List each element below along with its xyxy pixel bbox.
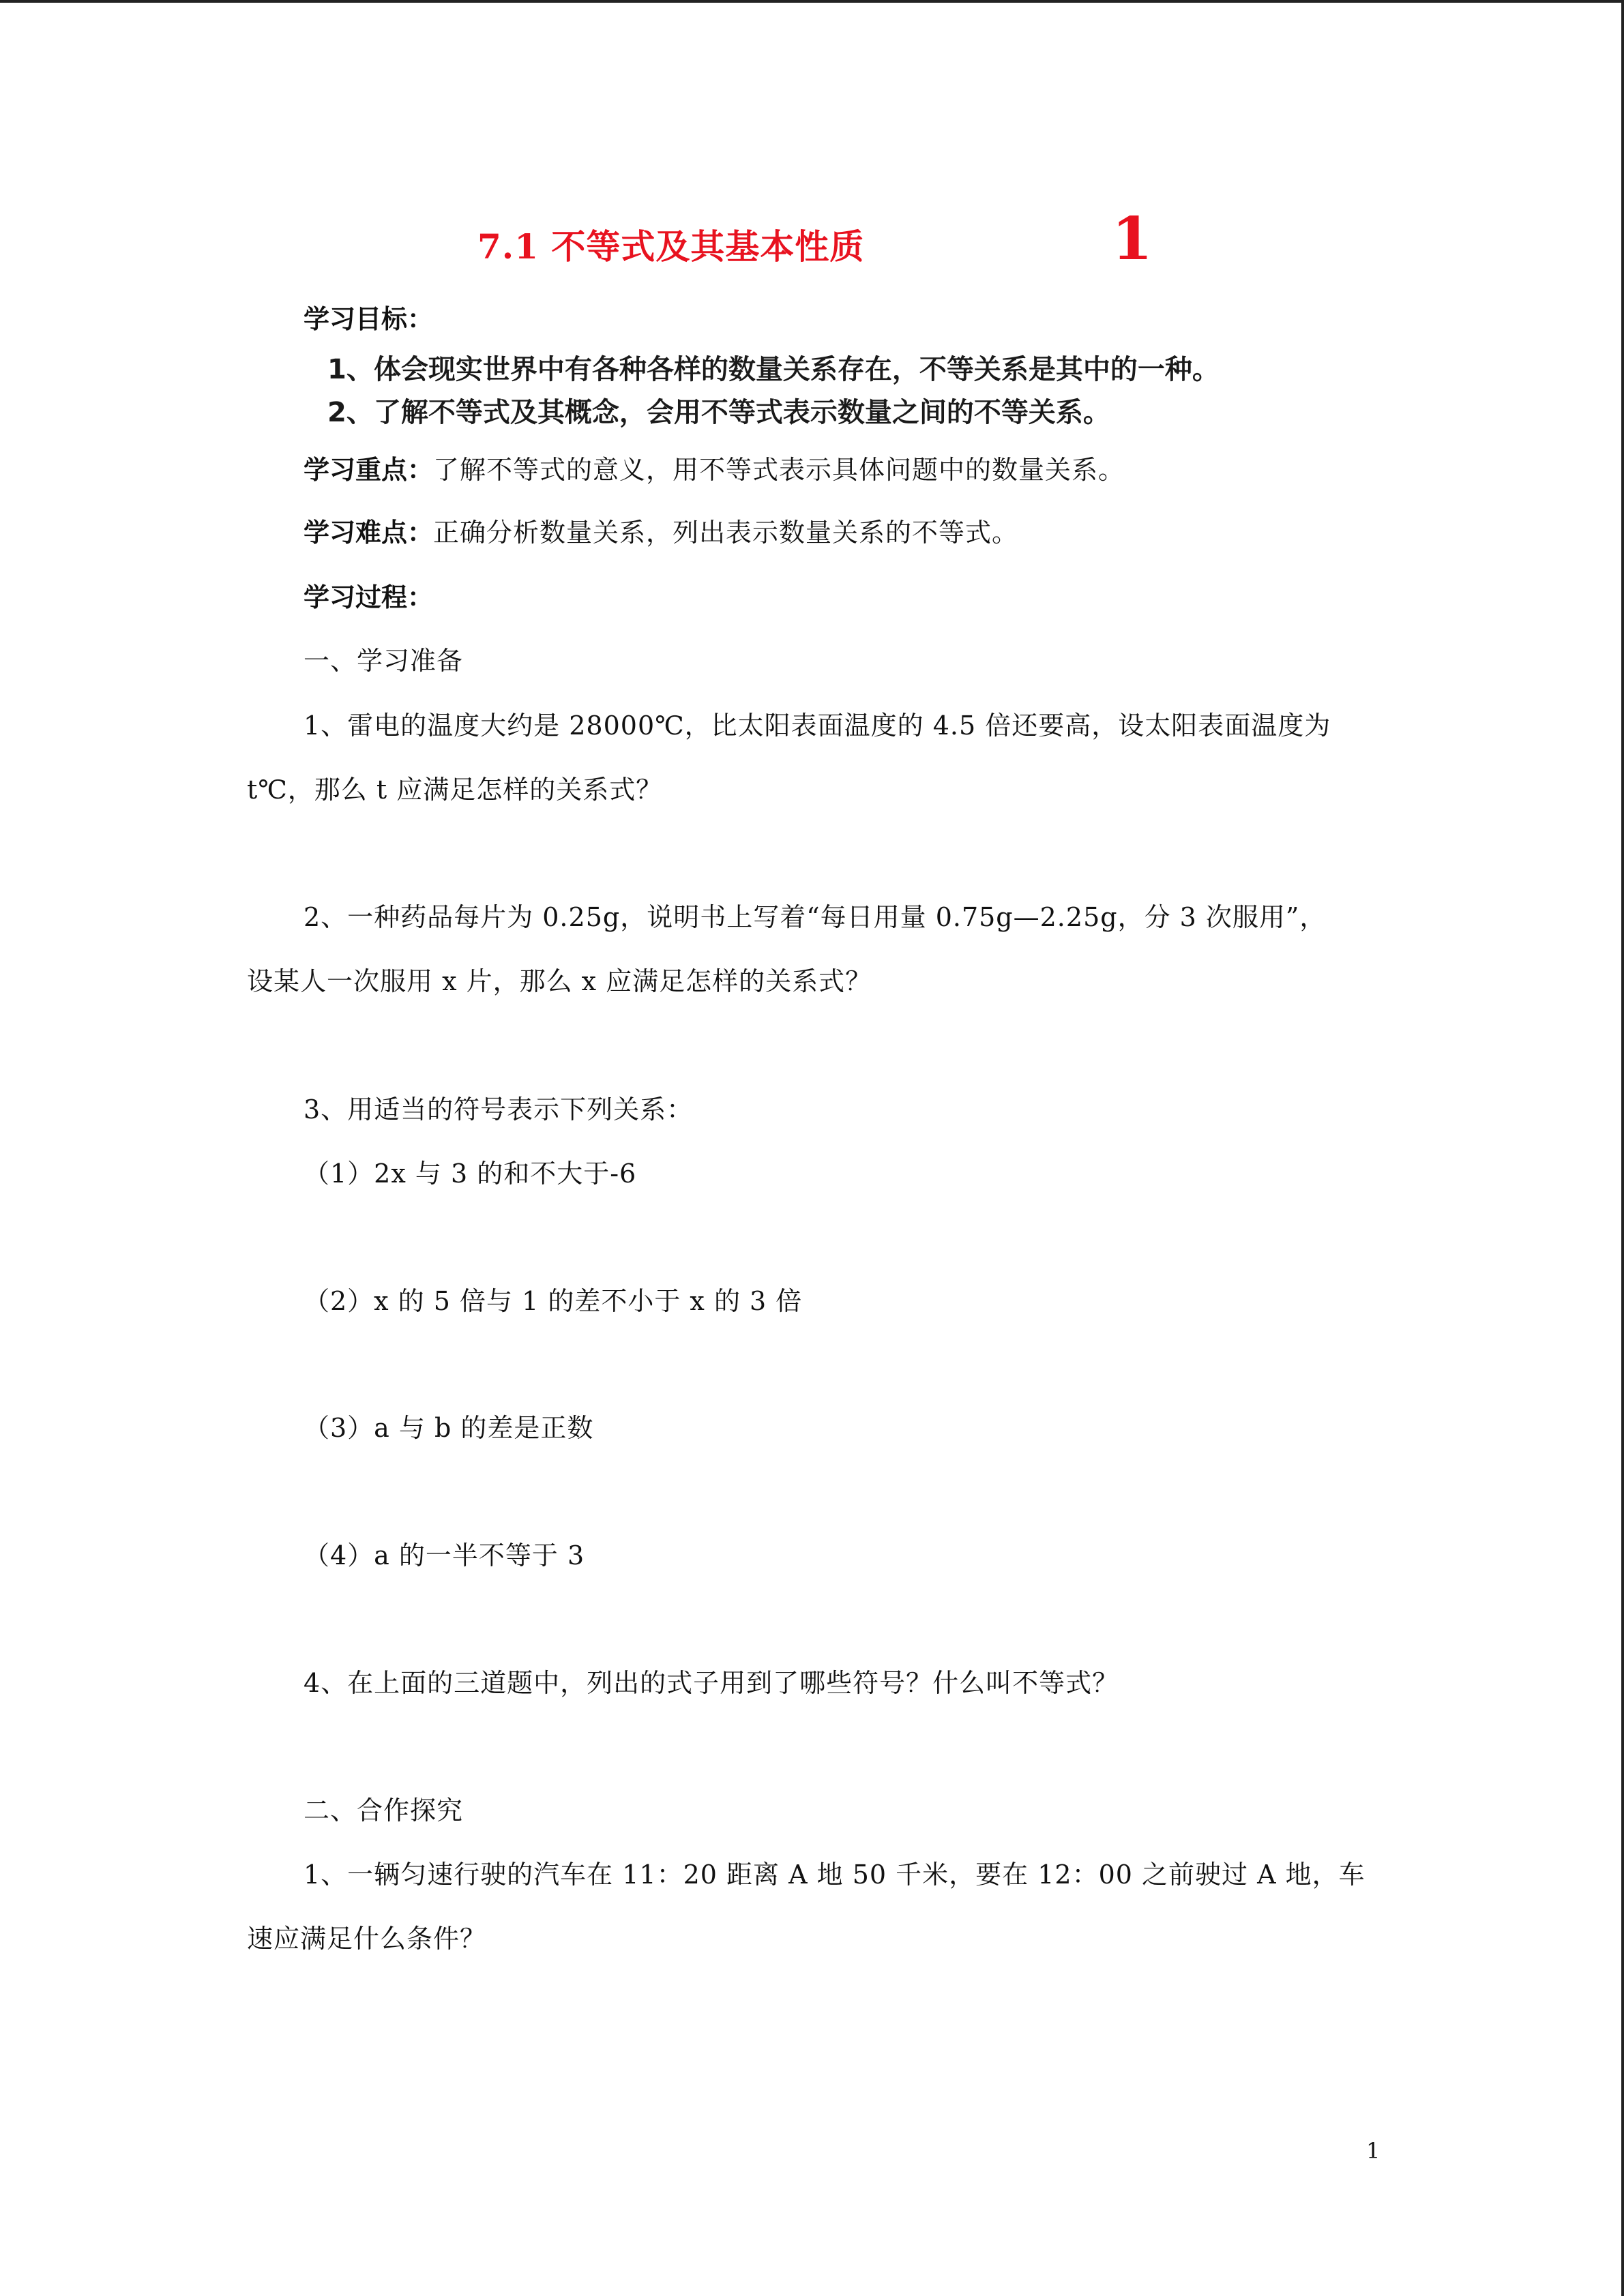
question-4: 4、在上面的三道题中，列出的式子用到了哪些符号？什么叫不等式？ <box>304 1668 1119 1698</box>
question-3-part-1: （1）2x 与 3 的和不大于-6 <box>304 1159 637 1189</box>
key-point-text: 了解不等式的意义，用不等式表示具体问题中的数量关系。 <box>433 455 1125 485</box>
objectives-label: 学习目标： <box>304 304 434 334</box>
difficulty-text: 正确分析数量关系，列出表示数量关系的不等式。 <box>433 518 1019 548</box>
question-2-line-2: 设某人一次服用 x 片，那么 x 应满足怎样的关系式？ <box>247 966 872 996</box>
document-title: 7.1 不等式及其基本性质 <box>477 226 865 267</box>
question-1-line-2: t℃，那么 t 应满足怎样的关系式？ <box>247 775 663 805</box>
section-2-heading: 二、合作探究 <box>304 1795 464 1825</box>
right-border <box>1621 0 1624 2296</box>
section-1-heading: 一、学习准备 <box>304 646 464 676</box>
exploration-1-line-2: 速应满足什么条件？ <box>247 1924 487 1954</box>
question-2-line-1: 2、一种药品每片为 0.25g，说明书上写着“每日用量 0.75g—2.25g，分 3 次服用”， <box>304 902 1327 932</box>
objective-1: 1、体会现实世界中有各种各样的数量关系存在，不等关系是其中的一种。 <box>327 354 1220 385</box>
key-point-label: 学习重点： <box>304 455 434 485</box>
difficulty-line <box>304 511 1018 549</box>
question-3-part-4: （4）a 的一半不等于 3 <box>304 1540 585 1570</box>
question-3-part-2: （2）x 的 5 倍与 1 的差不小于 x 的 3 倍 <box>304 1286 803 1316</box>
key-point-line <box>304 449 1125 486</box>
question-1-line-1: 1、雷电的温度大约是 28000℃，比太阳表面温度的 4.5 倍还要高，设太阳表面温度为 <box>304 711 1331 741</box>
top-border <box>0 0 1624 3</box>
objective-2: 2、了解不等式及其概念，会用不等式表示数量之间的不等关系。 <box>327 397 1110 428</box>
process-label: 学习过程： <box>304 582 434 612</box>
question-3-part-3: （3）a 与 b 的差是正数 <box>304 1413 594 1443</box>
exploration-1-line-1: 1、一辆匀速行驶的汽车在 11：20 距离 A 地 50 千米，要在 12：00 之前驶过 A 地，车 <box>304 1860 1365 1890</box>
page-number: 1 <box>1366 2138 1381 2164</box>
difficulty-label: 学习难点： <box>304 518 434 548</box>
question-3: 3、用适当的符号表示下列关系： <box>304 1094 694 1124</box>
title-suffix-number: 1 <box>1112 205 1153 273</box>
